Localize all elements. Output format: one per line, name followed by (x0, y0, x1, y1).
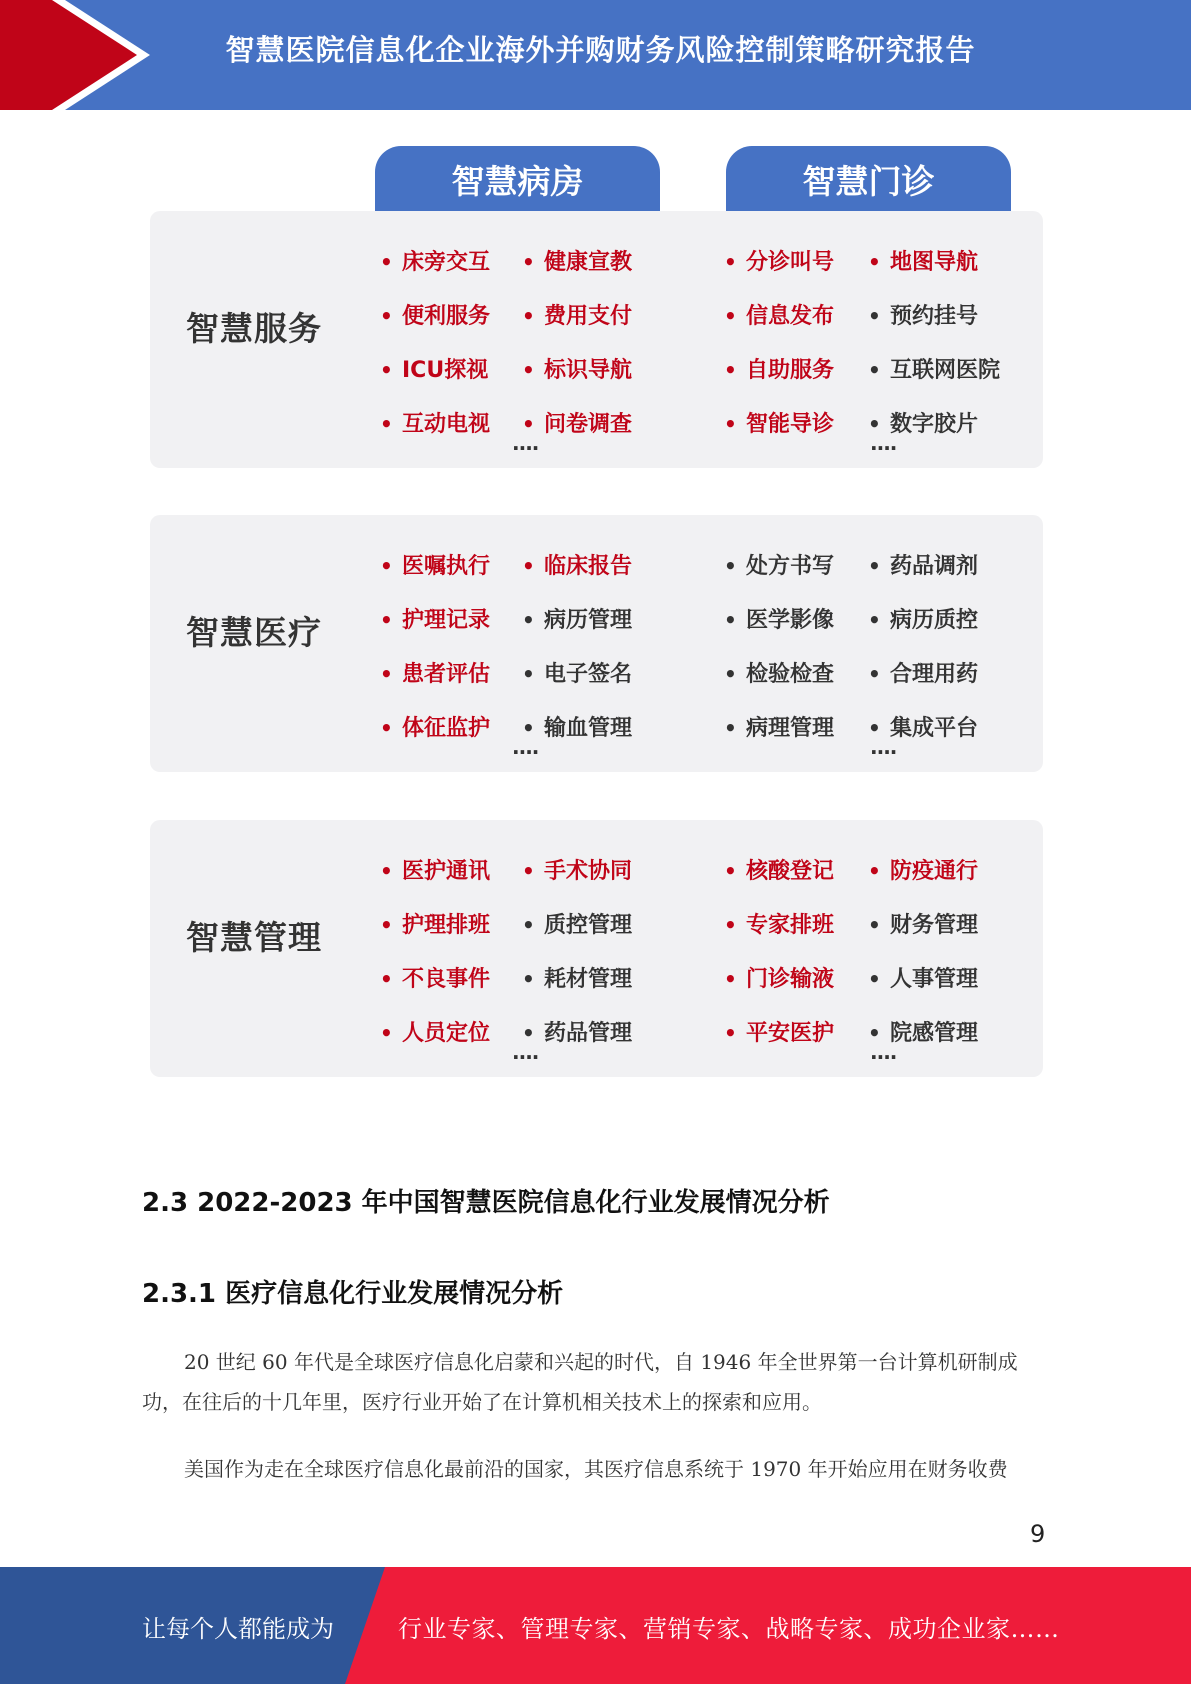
feature-item (868, 549, 978, 580)
feature-label: 病理管理 (746, 716, 835, 741)
feature-item (380, 299, 490, 330)
panel-title: 智慧医疗 (186, 613, 322, 652)
feature-item (380, 962, 490, 993)
feature-item (724, 603, 834, 634)
feature-label: 医护通讯 (402, 859, 491, 884)
feature-label: 信息发布 (746, 304, 835, 329)
feature-item (724, 962, 834, 993)
bullet-icon: • (868, 304, 881, 328)
feature-item (868, 1016, 978, 1047)
bullet-icon: • (868, 913, 881, 937)
feature-label: 合理用药 (890, 662, 979, 687)
feature-label: 医学影像 (746, 608, 835, 633)
bullet-icon: • (522, 304, 535, 328)
section-heading: 2.3 2022-2023 年中国智慧医院信息化行业发展情况分析 (142, 1188, 830, 1218)
ellipsis-right: ···· (870, 436, 897, 460)
bullet-icon: • (724, 1021, 737, 1045)
feature-item (522, 1016, 632, 1047)
feature-label: 门诊输液 (746, 967, 835, 992)
feature-item (522, 549, 632, 580)
feature-item (868, 603, 978, 634)
feature-label: 费用支付 (544, 304, 633, 329)
feature-label: 电子签名 (544, 662, 633, 687)
feature-item (868, 711, 978, 742)
feature-label: 标识导航 (544, 358, 633, 383)
bullet-icon: • (868, 358, 881, 382)
feature-item (868, 299, 978, 330)
feature-item (724, 711, 834, 742)
feature-label: 互动电视 (402, 412, 491, 437)
column-tab-smart-outpatient: 智慧门诊 (726, 146, 1011, 212)
column-tab-smart-ward: 智慧病房 (375, 146, 660, 212)
feature-label: 耗材管理 (544, 967, 633, 992)
bullet-icon: • (380, 967, 393, 991)
feature-item (380, 353, 488, 384)
feature-item (724, 245, 834, 276)
feature-label: 院感管理 (890, 1021, 979, 1046)
feature-label: 检验检查 (746, 662, 835, 687)
bullet-icon: • (380, 913, 393, 937)
feature-item (522, 603, 632, 634)
bullet-icon: • (522, 967, 535, 991)
feature-item (380, 908, 490, 939)
page-number: 9 (1030, 1520, 1046, 1548)
bullet-icon: • (522, 913, 535, 937)
feature-label: 自助服务 (746, 358, 835, 383)
page-footer (0, 1567, 1191, 1684)
bullet-icon: • (724, 859, 737, 883)
feature-item (522, 407, 632, 438)
bullet-icon: • (724, 967, 737, 991)
feature-label: 防疫通行 (890, 859, 979, 884)
feature-label: 输血管理 (544, 716, 633, 741)
feature-label: 处方书写 (746, 554, 835, 579)
feature-label: 临床报告 (544, 554, 633, 579)
feature-item (522, 245, 632, 276)
feature-label: 平安医护 (746, 1021, 835, 1046)
feature-item (522, 353, 632, 384)
bullet-icon: • (868, 412, 881, 436)
bullet-icon: • (868, 554, 881, 578)
panel-title: 智慧管理 (186, 918, 322, 957)
feature-item (380, 1016, 490, 1047)
feature-item (868, 854, 978, 885)
ellipsis-left: ···· (512, 436, 539, 460)
bullet-icon: • (868, 250, 881, 274)
feature-label: 财务管理 (890, 913, 979, 938)
feature-item (724, 299, 834, 330)
feature-item (522, 299, 632, 330)
page-header (0, 0, 1191, 110)
feature-label: 专家排班 (746, 913, 835, 938)
feature-item (724, 549, 834, 580)
bullet-icon: • (522, 1021, 535, 1045)
feature-item (724, 353, 834, 384)
feature-item (868, 407, 978, 438)
bullet-icon: • (868, 608, 881, 632)
panel-smart-service (150, 211, 1043, 468)
feature-item (522, 657, 632, 688)
panel-title: 智慧服务 (186, 309, 322, 348)
feature-item (724, 854, 834, 885)
bullet-icon: • (522, 358, 535, 382)
bullet-icon: • (380, 554, 393, 578)
feature-label: 核酸登记 (746, 859, 835, 884)
feature-label: 药品管理 (544, 1021, 633, 1046)
feature-label: ICU探视 (402, 358, 489, 383)
footer-slogan-right: 行业专家、管理专家、营销专家、战略专家、成功企业家…… (398, 1615, 1060, 1643)
bullet-icon: • (868, 1021, 881, 1045)
panel-smart-medical (150, 515, 1043, 772)
body-paragraph-1: 20 世纪 60 年代是全球医疗信息化启蒙和兴起的时代，自 1946 年全世界第一台计算机研制成功，在往后的十几年里，医疗行业开始了在计算机相关技术上的探索和应用。 (142, 1350, 1018, 1414)
feature-label: 病历管理 (544, 608, 633, 633)
bullet-icon: • (868, 716, 881, 740)
feature-item (724, 908, 834, 939)
feature-label: 病历质控 (890, 608, 979, 633)
feature-label: 医嘱执行 (402, 554, 491, 579)
bullet-icon: • (724, 250, 737, 274)
bullet-icon: • (868, 859, 881, 883)
bullet-icon: • (724, 662, 737, 686)
panel-smart-management (150, 820, 1043, 1077)
feature-label: 质控管理 (544, 913, 633, 938)
footer-slogan-left: 让每个人都能成为 (142, 1615, 334, 1643)
feature-label: 问卷调查 (544, 412, 633, 437)
bullet-icon: • (724, 608, 737, 632)
feature-item (380, 407, 490, 438)
feature-label: 人事管理 (890, 967, 979, 992)
feature-item (724, 1016, 834, 1047)
feature-item (522, 854, 632, 885)
bullet-icon: • (724, 913, 737, 937)
feature-label: 健康宣教 (544, 250, 633, 275)
ellipsis-right: ···· (870, 740, 897, 764)
feature-item (380, 657, 490, 688)
bullet-icon: • (380, 662, 393, 686)
bullet-icon: • (724, 358, 737, 382)
feature-item (868, 962, 978, 993)
bullet-icon: • (522, 716, 535, 740)
bullet-icon: • (724, 304, 737, 328)
feature-label: 护理记录 (402, 608, 491, 633)
bullet-icon: • (522, 554, 535, 578)
bullet-icon: • (522, 608, 535, 632)
feature-label: 分诊叫号 (746, 250, 835, 275)
feature-label: 手术协同 (544, 859, 633, 884)
feature-label: 护理排班 (402, 913, 491, 938)
bullet-icon: • (380, 358, 393, 382)
feature-label: 便利服务 (402, 304, 491, 329)
bullet-icon: • (380, 608, 393, 632)
feature-item (724, 657, 834, 688)
body-paragraph-2: 美国作为走在全球医疗信息化最前沿的国家，其医疗信息系统于 1970 年开始应用在财务收费 (184, 1457, 1008, 1481)
bullet-icon: • (724, 554, 737, 578)
feature-label: 数字胶片 (890, 412, 979, 437)
bullet-icon: • (868, 967, 881, 991)
feature-item (868, 908, 978, 939)
feature-item (522, 908, 632, 939)
feature-item (380, 549, 490, 580)
feature-item (868, 353, 1000, 384)
feature-label: 互联网医院 (890, 358, 1001, 383)
feature-label: 集成平台 (890, 716, 979, 741)
bullet-icon: • (380, 304, 393, 328)
bullet-icon: • (380, 859, 393, 883)
bullet-icon: • (868, 662, 881, 686)
bullet-icon: • (380, 412, 393, 436)
feature-item (724, 407, 834, 438)
bullet-icon: • (724, 716, 737, 740)
bullet-icon: • (380, 1021, 393, 1045)
header-title: 智慧医院信息化企业海外并购财务风险控制策略研究报告 (225, 33, 976, 67)
feature-label: 地图导航 (890, 250, 979, 275)
bullet-icon: • (522, 412, 535, 436)
ellipsis-left: ···· (512, 1045, 539, 1069)
subsection-heading: 2.3.1 医疗信息化行业发展情况分析 (142, 1279, 564, 1309)
bullet-icon: • (522, 859, 535, 883)
feature-item (868, 657, 978, 688)
feature-label: 床旁交互 (402, 250, 491, 275)
feature-item (380, 245, 490, 276)
feature-label: 体征监护 (402, 716, 491, 741)
feature-item (522, 962, 632, 993)
bullet-icon: • (380, 716, 393, 740)
ellipsis-right: ···· (870, 1045, 897, 1069)
feature-label: 智能导诊 (746, 412, 835, 437)
bullet-icon: • (380, 250, 393, 274)
feature-item (522, 711, 632, 742)
feature-label: 药品调剂 (890, 554, 979, 579)
feature-label: 患者评估 (402, 662, 491, 687)
bullet-icon: • (522, 662, 535, 686)
feature-item (868, 245, 978, 276)
feature-label: 预约挂号 (890, 304, 979, 329)
feature-label: 人员定位 (402, 1021, 491, 1046)
bullet-icon: • (724, 412, 737, 436)
feature-label: 不良事件 (402, 967, 491, 992)
feature-item (380, 711, 490, 742)
ellipsis-left: ···· (512, 740, 539, 764)
feature-item (380, 603, 490, 634)
bullet-icon: • (522, 250, 535, 274)
feature-item (380, 854, 490, 885)
